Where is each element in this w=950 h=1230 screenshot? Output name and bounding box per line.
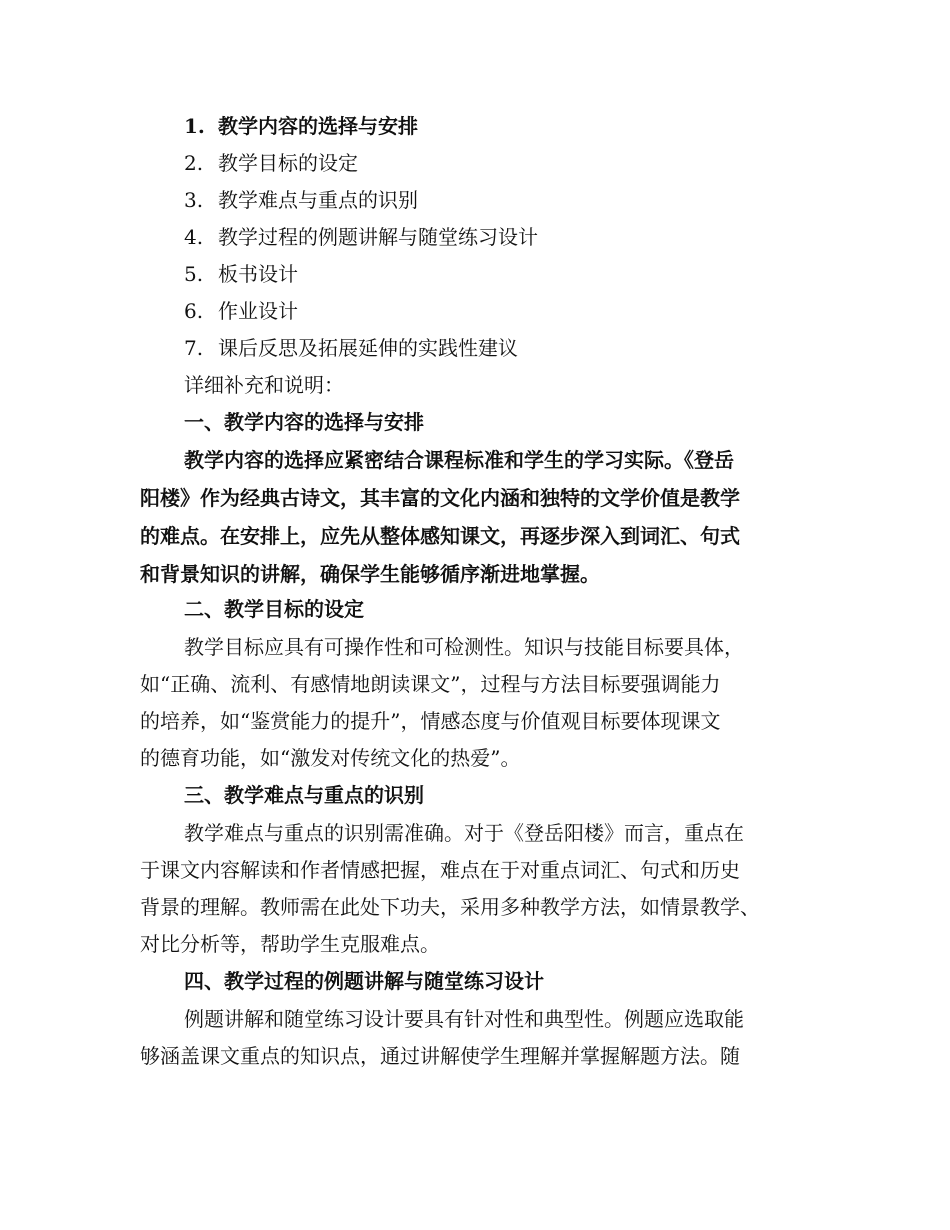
paragraph-line: 和背景知识的讲解，确保学生能够循序渐进地掌握。 xyxy=(140,562,600,586)
toc-text: 作业设计 xyxy=(218,299,298,323)
paragraph-line: 背景的理解。教师需在此处下功夫，采用多种教学方法，如情景教学、 xyxy=(140,895,760,919)
paragraph-line: 的德育功能，如“激发对传统文化的热爱”。 xyxy=(140,746,521,770)
toc-text: 教学内容的选择与安排 xyxy=(218,114,418,138)
paragraph-line: 例题讲解和随堂练习设计要具有针对性和典型性。例题应选取能 xyxy=(184,1007,744,1031)
paragraph-line: 够涵盖课文重点的知识点，通过讲解使学生理解并掌握解题方法。随 xyxy=(140,1044,740,1068)
toc-number: 2. xyxy=(184,151,204,175)
paragraph-line: 教学内容的选择应紧密结合课程标准和学生的学习实际。《登岳 xyxy=(184,448,734,472)
paragraph-line: 如“正确、流利、有感情地朗读课文”，过程与方法目标要强调能力 xyxy=(140,672,721,696)
toc-number: 3. xyxy=(184,188,204,212)
toc-number: 1. xyxy=(184,114,205,138)
toc-item-5 xyxy=(184,256,854,293)
toc-text: 课后反思及拓展延伸的实践性建议 xyxy=(218,336,518,360)
paragraph-line: 的难点。在安排上，应先从整体感知课文，再逐步深入到词汇、句式 xyxy=(140,524,740,548)
toc-text: 教学目标的设定 xyxy=(218,151,358,175)
section-heading-4: 四、教学过程的例题讲解与随堂练习设计 xyxy=(184,969,544,993)
toc-text: 板书设计 xyxy=(218,262,298,286)
toc-item-2 xyxy=(184,145,854,182)
intro-text: 详细补充和说明： xyxy=(184,373,344,397)
toc-item-3 xyxy=(184,182,854,219)
toc-number: 6. xyxy=(184,299,204,323)
paragraph-line: 的培养，如“鉴赏能力的提升”，情感态度与价值观目标要体现课文 xyxy=(140,709,721,733)
section-heading-1: 一、教学内容的选择与安排 xyxy=(184,410,424,434)
section-heading-2: 二、教学目标的设定 xyxy=(184,597,364,621)
section-heading-3: 三、教学难点与重点的识别 xyxy=(184,783,424,807)
toc-number: 4. xyxy=(184,225,204,249)
paragraph-line: 于课文内容解读和作者情感把握，难点在于对重点词汇、句式和历史 xyxy=(140,858,740,882)
toc-item-4 xyxy=(184,219,854,256)
paragraph-line: 对比分析等，帮助学生克服难点。 xyxy=(140,932,440,956)
paragraph-line: 教学难点与重点的识别需准确。对于《登岳阳楼》而言，重点在 xyxy=(184,821,744,845)
toc-item-6 xyxy=(184,293,854,330)
toc-item-7 xyxy=(184,330,854,367)
paragraph-line: 阳楼》作为经典古诗文，其丰富的文化内涵和独特的文学价值是教学 xyxy=(140,486,740,510)
paragraph-line: 教学目标应具有可操作性和可检测性。知识与技能目标要具体， xyxy=(184,635,744,659)
toc-text: 教学过程的例题讲解与随堂练习设计 xyxy=(218,225,538,249)
toc-item-1 xyxy=(184,108,854,145)
toc-text: 教学难点与重点的识别 xyxy=(218,188,418,212)
toc-number: 5. xyxy=(184,262,204,286)
toc-number: 7. xyxy=(184,336,204,360)
